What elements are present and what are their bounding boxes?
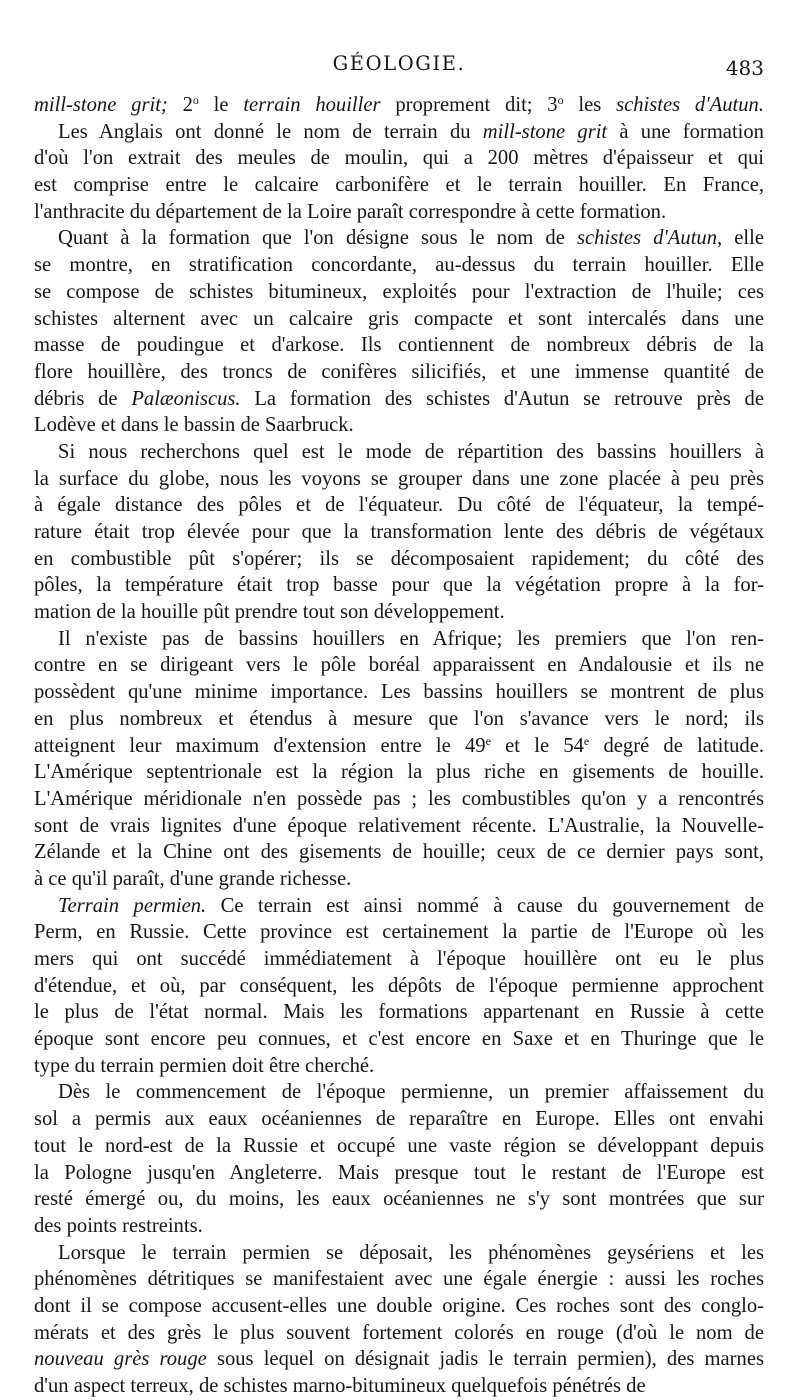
paragraph bbox=[34, 439, 764, 626]
text-run: l'anthracite du département de la Loire paraît correspondre à cette formation. bbox=[34, 200, 667, 223]
text-line bbox=[34, 1346, 764, 1373]
text-run: L'Amérique septentrionale est la région la plus riche en gisements de houille. bbox=[34, 761, 764, 784]
text-run: Lodève et dans le bassin de Saarbruck. bbox=[34, 414, 354, 437]
text-run: degré de latitude. bbox=[589, 734, 764, 757]
paragraph bbox=[34, 119, 764, 226]
text-run: Quant à la formation que l'on désigne sous le nom de bbox=[58, 227, 577, 250]
text-run: possèdent qu'une minime importance. Les bassins houillers se montrent de plus bbox=[34, 681, 764, 704]
paragraph bbox=[34, 1240, 764, 1400]
text-line bbox=[34, 1133, 764, 1160]
superscript: e bbox=[583, 733, 590, 748]
text-run: et le 54 bbox=[490, 734, 584, 757]
text-line bbox=[34, 359, 764, 386]
text-run: le plus de l'état normal. Mais les formations appartenant en Russie à cette bbox=[34, 1001, 764, 1024]
text-run: L'Amérique méridionale n'en possède pas ; les combustibles qu'on y a rencontrés bbox=[34, 787, 764, 810]
italic-text: mill-stone grit; bbox=[34, 94, 168, 116]
text-run: Si nous recherchons quel est le mode de répartition des bassins houillers à bbox=[58, 440, 764, 463]
text-run: flore houillère, des troncs de conifères silicifiés, et une immense quantité de bbox=[34, 360, 764, 383]
text-line bbox=[34, 1266, 764, 1293]
text-line bbox=[34, 1186, 764, 1213]
text-run: Perm, en Russie. Cette province est certainement la partie de l'Europe où les bbox=[34, 921, 764, 944]
text-run: à égale distance des pôles et de l'équateur. Du côté de l'équateur, la tempé- bbox=[34, 494, 764, 517]
text-line bbox=[34, 279, 764, 306]
text-line bbox=[34, 519, 764, 546]
text-run: la Pologne jusqu'en Angleterre. Mais presque tout le restant de l'Europe est bbox=[34, 1161, 764, 1184]
text-line bbox=[34, 946, 764, 973]
body-text bbox=[34, 92, 764, 1400]
text-line bbox=[34, 145, 764, 172]
page-title: GÉOLOGIE. bbox=[332, 52, 466, 75]
text-run: à ce qu'il paraît, d'une grande richesse. bbox=[34, 867, 352, 890]
paragraph bbox=[34, 893, 764, 1080]
text-line bbox=[34, 1106, 764, 1133]
text-line bbox=[34, 466, 764, 493]
text-line bbox=[34, 412, 764, 439]
text-run: débris de bbox=[34, 387, 132, 410]
text-run: rature était trop élevée pour que la transformation lente des débris de végétaux bbox=[34, 521, 764, 543]
text-run: resté émergé ou, du moins, les eaux océaniennes ne s'y sont montrées que sur bbox=[34, 1188, 764, 1211]
text-run: mérats et des grès le plus souvent fortement colorés en rouge (d'où le nom de bbox=[34, 1321, 764, 1344]
text-line bbox=[34, 492, 764, 519]
text-run: elle bbox=[722, 227, 764, 250]
italic-text: terrain houiller bbox=[243, 94, 381, 116]
text-run: masse de poudingue et d'arkose. Ils contiennent de nombreux débris de la bbox=[34, 334, 764, 357]
superscript: o bbox=[557, 93, 564, 107]
paragraph bbox=[34, 92, 764, 119]
text-run: sol a permis aux eaux océaniennes de reparaître en Europe. Elles ont envahi bbox=[34, 1108, 764, 1131]
text-run: les bbox=[563, 94, 617, 116]
text-line bbox=[34, 225, 764, 252]
text-run: type du terrain permien doit être cherché. bbox=[34, 1054, 375, 1077]
paragraph bbox=[34, 225, 764, 439]
paragraph bbox=[34, 1079, 764, 1239]
text-run: à une formation bbox=[607, 120, 764, 143]
text-run: mation de la houille pût prendre tout son développement. bbox=[34, 601, 505, 624]
text-line bbox=[34, 1079, 764, 1106]
text-line bbox=[34, 599, 764, 626]
italic-text: Terrain permien. bbox=[58, 894, 207, 917]
text-run: le bbox=[198, 94, 244, 116]
text-run: en combustible pût s'opérer; ils se décomposaient rapidement; du côté des bbox=[34, 547, 764, 570]
text-run: sous lequel on désignait jadis le terrain permien), des marnes bbox=[206, 1348, 764, 1371]
italic-text: nouveau grès rouge bbox=[34, 1348, 207, 1371]
text-run: contre en se dirigeant vers le pôle boréal apparaissent en Andalousie et ils ne bbox=[34, 654, 764, 677]
text-run: la surface du globe, nous les voyons se grouper dans une zone placée à peu près bbox=[34, 467, 764, 490]
superscript: o bbox=[192, 93, 199, 107]
text-run: mers qui ont succédé immédiatement à l'époque houillère ont eu le plus bbox=[34, 948, 764, 970]
text-run: se compose de schistes bitumineux, exploités pour l'extraction de l'huile; ces bbox=[34, 280, 764, 303]
text-run: Les Anglais ont donné le nom de terrain du bbox=[58, 120, 483, 143]
text-line bbox=[34, 973, 764, 1000]
text-line bbox=[34, 1213, 764, 1240]
text-line bbox=[34, 439, 764, 466]
text-line bbox=[34, 332, 764, 359]
italic-text: schistes d'Autun, bbox=[576, 227, 723, 250]
italic-text: schistes d'Autun. bbox=[616, 94, 764, 116]
text-line bbox=[34, 1293, 764, 1320]
text-run: Zélande et la Chine ont des gisements de houille; ceux de ce dernier pays sont, bbox=[34, 841, 764, 864]
text-line bbox=[34, 652, 764, 679]
text-line bbox=[34, 786, 764, 813]
text-run: d'où l'on extrait des meules de moulin, qui a 200 mètres d'épaisseur et qui bbox=[34, 147, 764, 170]
text-run: se montre, en stratification concordante, au-dessus du terrain houiller. Elle bbox=[34, 254, 764, 277]
text-line bbox=[34, 679, 764, 706]
page-number: 483 bbox=[725, 56, 764, 80]
text-run: des points restreints. bbox=[34, 1214, 203, 1237]
text-run: phénomènes détritiques se manifestaient avec une égale énergie : aussi les roches bbox=[34, 1268, 764, 1291]
text-line bbox=[34, 839, 764, 866]
text-line bbox=[34, 1373, 764, 1400]
text-line bbox=[34, 733, 764, 760]
text-run: Ce terrain est ainsi nommé à cause du gouvernement de bbox=[206, 894, 764, 917]
text-line bbox=[34, 759, 764, 786]
text-line bbox=[34, 306, 764, 333]
running-head bbox=[34, 52, 764, 86]
text-line bbox=[34, 386, 764, 413]
text-line bbox=[34, 893, 764, 920]
text-line bbox=[34, 546, 764, 573]
text-line bbox=[34, 199, 764, 226]
text-line bbox=[34, 119, 764, 146]
text-run: Dès le commencement de l'époque permienne, un premier affaissement du bbox=[58, 1081, 764, 1104]
text-line bbox=[34, 626, 764, 653]
text-line bbox=[34, 919, 764, 946]
text-line bbox=[34, 572, 764, 599]
paragraph bbox=[34, 626, 764, 893]
italic-text: Palæoniscus. bbox=[131, 387, 241, 410]
text-run: tout le nord-est de la Russie et occupé une vaste région se développant depuis bbox=[34, 1134, 764, 1157]
text-line bbox=[34, 866, 764, 893]
text-line bbox=[34, 1320, 764, 1347]
text-run: sont de vrais lignites d'une époque relativement récente. L'Australie, la Nouvelle- bbox=[34, 814, 764, 837]
text-line bbox=[34, 1240, 764, 1267]
text-line bbox=[34, 1053, 764, 1080]
superscript: e bbox=[485, 733, 491, 748]
text-run: pôles, la température était trop basse pour que la végétation propre à la for- bbox=[34, 574, 764, 597]
text-line bbox=[34, 706, 764, 733]
text-run: époque sont encore peu connues, et c'est encore en Saxe et en Thuringe que le bbox=[34, 1028, 764, 1051]
text-run: schistes alternent avec un calcaire gris compacte et sont intercalés dans une bbox=[34, 307, 764, 330]
text-run: en plus nombreux et étendus à mesure que l'on s'avance vers le nord; ils bbox=[34, 707, 764, 730]
text-run: d'étendue, et où, par conséquent, les dépôts de l'époque permienne approchent bbox=[34, 974, 764, 997]
text-run: est comprise entre le calcaire carbonifère et le terrain houiller. En France, bbox=[34, 174, 764, 197]
text-line bbox=[34, 92, 764, 119]
text-line bbox=[34, 1160, 764, 1187]
text-line bbox=[34, 172, 764, 199]
text-line bbox=[34, 999, 764, 1026]
text-run: proprement dit; 3 bbox=[380, 94, 558, 116]
text-line bbox=[34, 252, 764, 279]
text-run: d'un aspect terreux, de schistes marno-bitumineux quelquefois pénétrés de bbox=[34, 1375, 646, 1397]
italic-text: mill-stone grit bbox=[482, 120, 608, 143]
text-run: La formation des schistes d'Autun se retrouve près de bbox=[240, 387, 764, 410]
text-run: Il n'existe pas de bassins houillers en Afrique; les premiers que l'on ren- bbox=[58, 627, 764, 650]
text-run: dont il se compose accusent-elles une double origine. Ces roches sont des conglo- bbox=[34, 1294, 764, 1317]
text-line bbox=[34, 813, 764, 840]
text-run: Lorsque le terrain permien se déposait, les phénomènes geysériens et les bbox=[58, 1241, 764, 1264]
text-line bbox=[34, 1026, 764, 1053]
text-run: 2 bbox=[167, 94, 193, 116]
text-run: atteignent leur maximum d'extension entre le 49 bbox=[34, 734, 486, 757]
